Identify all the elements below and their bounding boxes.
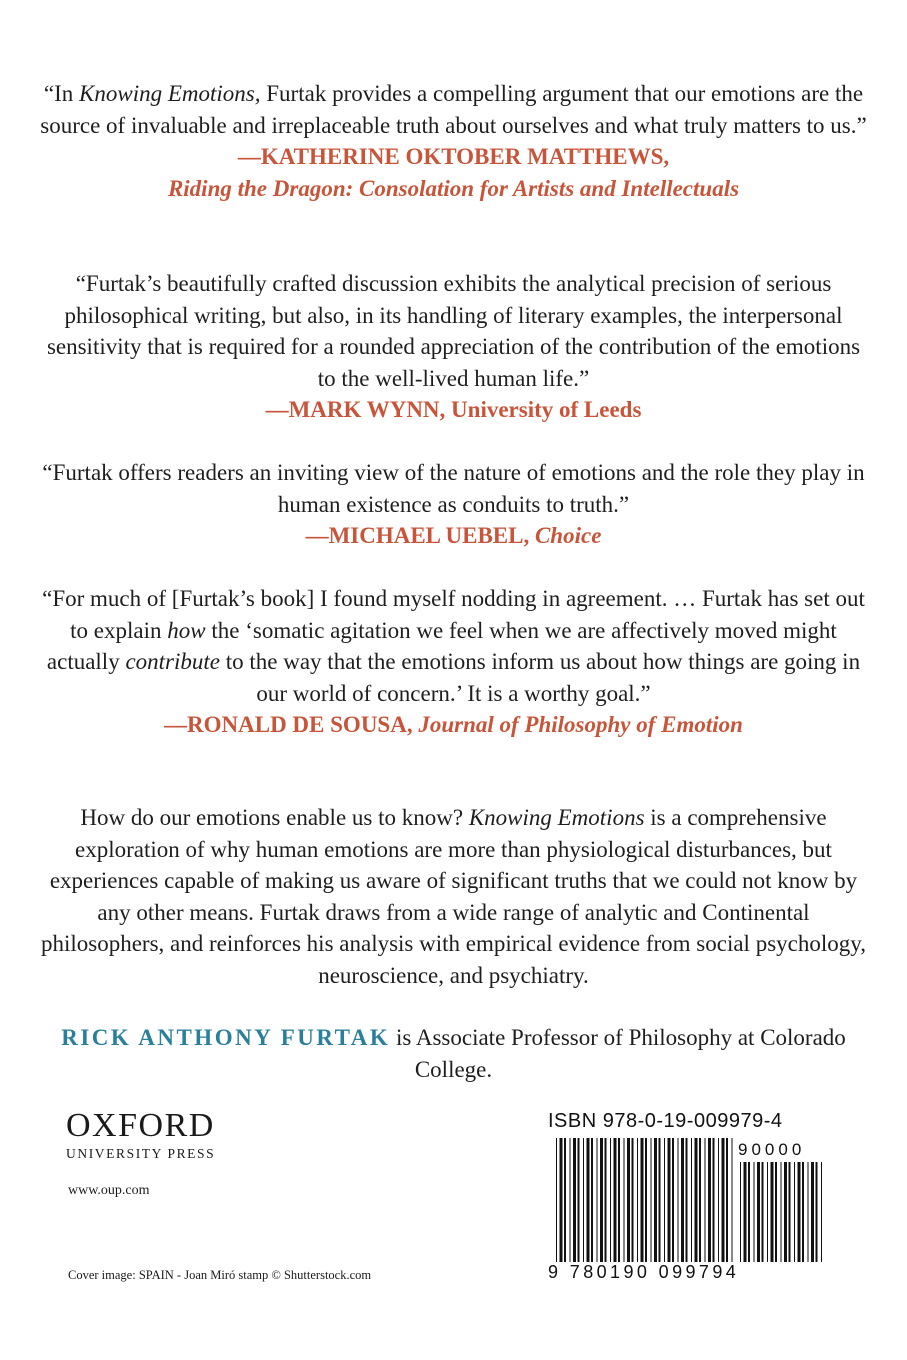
barcode-bar: [570, 1138, 571, 1262]
barcode-bar: [564, 1138, 566, 1262]
review-2: [40, 268, 867, 426]
barcode-bar: [699, 1138, 701, 1262]
barcode-bar: [811, 1162, 814, 1262]
barcode-bar: [637, 1138, 638, 1262]
barcode-bar: [664, 1138, 665, 1262]
barcode-bar: [802, 1162, 804, 1262]
publisher-name: OXFORD: [66, 1107, 215, 1144]
review-1-quote: “In Knowing Emotions, Furtak provides a compelling argument that our emotions are the source of invaluable and irreplaceable truth about ourselves and what truly matters to us.”: [40, 81, 867, 138]
barcode-bar: [605, 1138, 607, 1262]
barcode-bar: [681, 1138, 684, 1262]
barcode-bar: [641, 1138, 644, 1262]
review-3-attribution: —MICHAEL UEBEL, Choice: [305, 523, 602, 548]
barcode-bar: [713, 1138, 715, 1262]
barcode-bar: [771, 1162, 774, 1262]
review-2-quote: “Furtak’s beautifully crafted discussion exhibits the analytical precision of serious philosophical writing, but also, in its handling of literary examples, the interpersonal sensitivity that is required for a rounded appreciation of the contribution of the emotions to the well-lived human life.”: [46, 271, 861, 391]
barcode-bar: [560, 1138, 563, 1262]
barcode-bar: [624, 1138, 625, 1262]
author-bio: RICK ANTHONY FURTAK is Associate Professor of Philosophy at Colorado College.: [61, 1025, 846, 1082]
barcode-bar: [556, 1138, 557, 1262]
barcode-bar: [591, 1138, 593, 1262]
barcode-main-bars: [556, 1138, 733, 1262]
cover-image-credit: Cover image: SPAIN - Joan Miró stamp © Shutterstock.com: [68, 1268, 372, 1282]
barcode-bar: [597, 1138, 598, 1262]
review-3: [40, 457, 867, 552]
review-4-quote: “For much of [Furtak’s book] I found myself nodding in agreement. … Furtak has set out to explain how the ‘somatic agitation we feel when we are affectively moved might actually contribute to the way that the emotions inform us about how things are going in our world of concern.’ It is a worthy goal.”: [42, 586, 865, 706]
barcode-bar: [754, 1162, 755, 1262]
barcode-bar: [651, 1138, 652, 1262]
barcode-bar: [600, 1138, 603, 1262]
barcode-bar: [718, 1138, 719, 1262]
barcode-bar: [784, 1162, 787, 1262]
barcode-bar: [654, 1138, 657, 1262]
barcode-bar: [587, 1138, 590, 1262]
barcode-bar: [732, 1138, 733, 1262]
barcode-bar: [668, 1138, 671, 1262]
barcode-bar: [573, 1138, 576, 1262]
barcode-bar: [762, 1162, 764, 1262]
barcode-bar: [808, 1162, 809, 1262]
review-4-attribution: —RONALD DE SOUSA, Journal of Philosophy of Emotion: [164, 712, 743, 737]
barcode-bar: [744, 1162, 747, 1262]
publisher-subtitle: UNIVERSITY PRESS: [66, 1146, 216, 1161]
isbn-label: ISBN 978-0-19-009979-4: [548, 1110, 783, 1132]
barcode-bar: [726, 1138, 728, 1262]
barcode-bar: [695, 1138, 698, 1262]
barcode-bar: [632, 1138, 634, 1262]
barcode-bar: [781, 1162, 782, 1262]
barcode-bar: [610, 1138, 611, 1262]
barcode-bar: [672, 1138, 674, 1262]
review-4: [40, 583, 867, 741]
author-name: RICK ANTHONY FURTAK: [61, 1025, 391, 1050]
barcode-bar: [708, 1138, 711, 1262]
barcode-bar: [678, 1138, 679, 1262]
barcode-bar: [757, 1162, 760, 1262]
review-1-attribution: —KATHERINE OKTOBER MATTHEWS, Riding the Dragon: Consolation for Artists and Intellectuals: [167, 144, 740, 201]
barcode-bar: [645, 1138, 647, 1262]
barcode-bar: [740, 1162, 741, 1262]
review-1: [40, 78, 867, 204]
barcode-bar: [798, 1162, 801, 1262]
barcode-bar: [821, 1162, 822, 1262]
barcode-price-bars: [740, 1162, 822, 1262]
barcode-bar: [691, 1138, 692, 1262]
barcode-bar: [789, 1162, 791, 1262]
barcode-bar: [614, 1138, 617, 1262]
barcode-bar: [686, 1138, 688, 1262]
barcode-price-code: 90000: [738, 1140, 806, 1159]
barcode-bar: [816, 1162, 818, 1262]
barcode-bar: [618, 1138, 620, 1262]
oxford-university-press-logo: [66, 1108, 215, 1162]
publisher-website[interactable]: www.oup.com: [68, 1183, 150, 1198]
review-2-attribution: —MARK WYNN, University of Leeds: [265, 397, 642, 422]
barcode-bar: [767, 1162, 768, 1262]
barcode-digits: 9 780190 099794: [548, 1262, 740, 1282]
barcode-bar: [775, 1162, 777, 1262]
barcode-bar: [722, 1138, 725, 1262]
barcode-bar: [627, 1138, 630, 1262]
barcode-bar: [748, 1162, 750, 1262]
barcode-bar: [583, 1138, 584, 1262]
review-3-quote: “Furtak offers readers an inviting view of the nature of emotions and the role they play in human existence as conduits to truth.”: [42, 460, 865, 517]
book-description: How do our emotions enable us to know? Knowing Emotions is a comprehensive exploration of why human emotions are more than physiological disturbances, but experiences capable of making us aware of significant truths that we could not know by any other means. Furtak draws from a wide range of analytic and Continental philosophers, and reinforces his analysis with empirical evidence from social psychology, neuroscience, and psychiatry.: [40, 805, 866, 988]
barcode-bar: [794, 1162, 795, 1262]
barcode-bar: [578, 1138, 580, 1262]
barcode-bar: [705, 1138, 706, 1262]
barcode-bar: [659, 1138, 661, 1262]
